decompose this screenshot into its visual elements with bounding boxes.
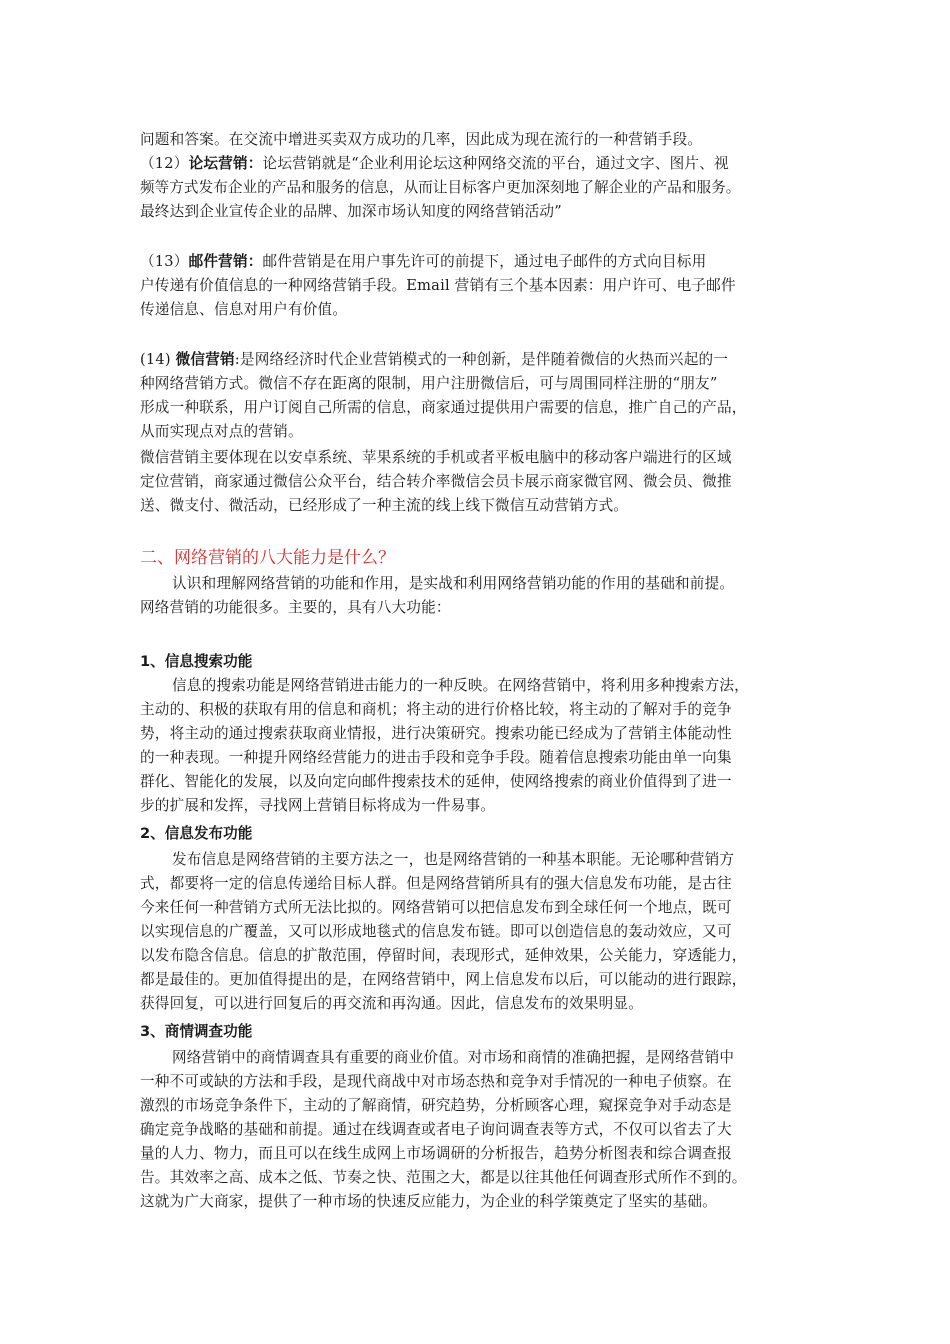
item-14-number: (14) <box>140 351 176 368</box>
paragraph-line: 式，都要将一定的信息传递给目标人群。但是网络营销所具有的强大信息发布功能，是古往 <box>140 875 732 892</box>
item-12-number: （12） <box>140 155 189 172</box>
item-13-number: （13） <box>140 253 189 270</box>
paragraph-line: 的一种表现。一种提升网络经营能力的进击手段和竞争手段。随着信息搜索功能由单一向集 <box>140 749 732 766</box>
paragraph-line: 最终达到企业宣传企业的品牌、加深市场认知度的网络营销活动” <box>140 203 562 220</box>
paragraph-line: 主动的、积极的获取有用的信息和商机；将主动的进行价格比较，将主动的了解对手的竞争 <box>140 701 732 718</box>
paragraph-line: 送、微支付、微活动，已经形成了一种主流的线上线下微信互动营销方式。 <box>140 497 629 514</box>
paragraph-line: 一种不可或缺的方法和手段，是现代商战中对市场态热和竞争对手情况的一种电子侦察。在 <box>140 1073 732 1090</box>
paragraph-line: 信息的搜索功能是网络营销进击能力的一种反映。在网络营销中，将利用多种搜索方法， <box>172 677 749 694</box>
paragraph-line: 发布信息是网络营销的主要方法之一，也是网络营销的一种基本职能。无论哪种营销方 <box>172 851 735 868</box>
paragraph-line: 告。其效率之高、成本之低、节奏之快、范围之大，都是以往其他任何调查形式所作不到的。 <box>140 1169 747 1186</box>
section-heading: 二、网络营销的八大能力是什么？ <box>140 548 395 568</box>
subsection-heading: 1、信息搜索功能 <box>140 653 253 670</box>
paragraph-line: 群化、智能化的发展，以及向定向邮件搜索技术的延伸，使网络搜索的商业价值得到了进一 <box>140 773 732 790</box>
item-14-text: :是网络经济时代企业营销模式的一种创新，是伴随着微信的火热而兴起的一 <box>234 351 729 368</box>
paragraph-line: 网络营销的功能很多。主要的，具有八大功能： <box>140 599 451 616</box>
paragraph-line: 激烈的市场竞争条件下，主动的了解商情，研究趋势，分析顾客心理，窥探竞争对手动态是 <box>140 1097 732 1114</box>
paragraph-line: 今来任何一种营销方式所无法比拟的。网络营销可以把信息发布到全球任何一个地点，既可 <box>140 899 732 916</box>
paragraph-line: 种网络营销方式。微信不存在距离的限制，用户注册微信后，可与周围同样注册的“朋友” <box>140 375 718 392</box>
paragraph-line: 认识和理解网络营销的功能和作用，是实战和利用网络营销功能的作用的基础和前提。 <box>172 575 735 592</box>
paragraph-line: 问题和答案。在交流中增进买卖双方成功的几率，因此成为现在流行的一种营销手段。 <box>140 131 703 148</box>
paragraph-line: 户传递有价值信息的一种网络营销手段。Email 营销有三个基本因素：用户许可、电子邮件 <box>140 277 736 294</box>
paragraph-line: 势，将主动的通过搜索获取商业情报，进行决策研究。搜索功能已经成为了营销主体能动性 <box>140 725 732 742</box>
paragraph-line: 确定竞争战略的基础和前提。通过在线调查或者电子询问调查表等方式，不仅可以省去了大 <box>140 1121 732 1138</box>
item-12-text: 论坛营销就是“企业利用论坛这种网络交流的平台，通过文字、图片、视 <box>262 155 729 172</box>
paragraph-line: 微信营销主要体现在以安卓系统、苹果系统的手机或者平板电脑中的移动客户端进行的区域 <box>140 449 732 466</box>
item-12-line-1 <box>140 152 820 176</box>
paragraph-line: 从而实现点对点的营销。 <box>140 423 303 440</box>
paragraph-line: 传递信息、信息对用户有价值。 <box>140 301 348 318</box>
subsection-heading: 2、信息发布功能 <box>140 825 253 842</box>
paragraph-line: 以发布隐含信息。信息的扩散范围，停留时间，表现形式，延伸效果，公关能力，穿透能力， <box>140 947 747 964</box>
item-13-text: 邮件营销是在用户事先许可的前提下，通过电子邮件的方式向目标用 <box>262 253 707 270</box>
item-12-title: 论坛营销： <box>188 155 263 172</box>
item-13-line-1 <box>140 250 820 274</box>
paragraph-line: 步的扩展和发挥，寻找网上营销目标将成为一件易事。 <box>140 797 496 814</box>
paragraph-line: 获得回复，可以进行回复后的再交流和再沟通。因此，信息发布的效果明显。 <box>140 995 643 1012</box>
subsection-heading: 3、商情调查功能 <box>140 1023 253 1040</box>
paragraph-line: 频等方式发布企业的产品和服务的信息，从而让目标客户更加深刻地了解企业的产品和服务。 <box>140 179 741 196</box>
item-14-line-1 <box>140 348 820 372</box>
paragraph-line: 形成一种联系，用户订阅自己所需的信息，商家通过提供用户需要的信息，推广自己的产品， <box>140 399 747 416</box>
paragraph-line: 网络营销中的商情调查具有重要的商业价值。对市场和商情的准确把握，是网络营销中 <box>172 1049 735 1066</box>
paragraph-line: 定位营销，商家通过微信公众平台，结合转介率微信会员卡展示商家微官网、微会员、微推 <box>140 473 732 490</box>
paragraph-line: 这就为广大商家，提供了一种市场的快速反应能力，为企业的科学策奠定了坚实的基础。 <box>140 1193 717 1210</box>
paragraph-line: 都是最佳的。更加值得提出的是，在网络营销中，网上信息发布以后，可以能动的进行跟踪， <box>140 971 747 988</box>
item-14-title: 微信营销 <box>175 351 235 368</box>
paragraph-line: 以实现信息的广覆盖，又可以形成地毯式的信息发布链。即可以创造信息的轰动效应，又可 <box>140 923 732 940</box>
item-13-title: 邮件营销： <box>188 253 263 270</box>
paragraph-line: 量的人力、物力，而且可以在线生成网上市场调研的分析报告，趋势分析图表和综合调查报 <box>140 1145 732 1162</box>
